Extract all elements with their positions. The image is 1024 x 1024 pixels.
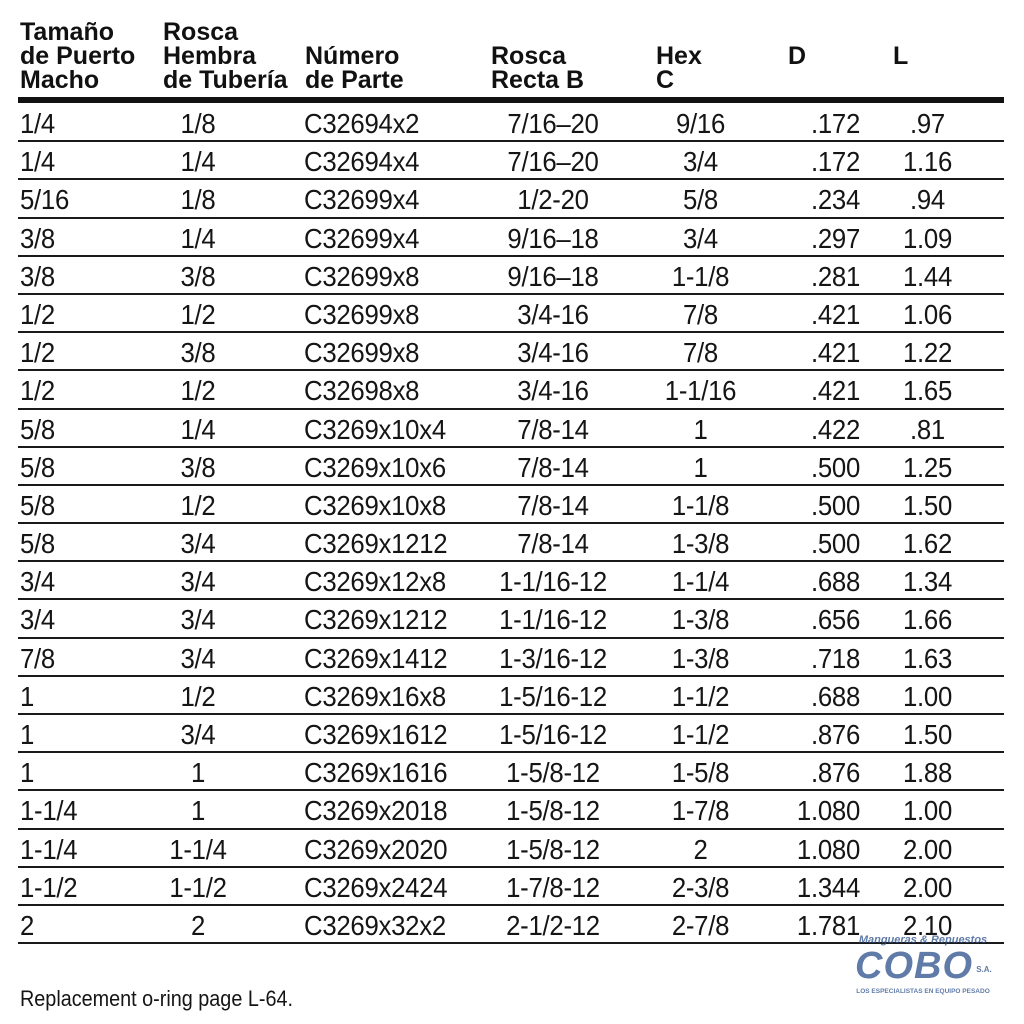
cell-port-size: 1-1/4 — [20, 833, 78, 865]
cell-dim-l: 1.22 — [902, 337, 953, 369]
cell-dim-d: .421 — [810, 337, 860, 369]
cell-port-size: 1/4 — [20, 146, 55, 178]
cell-dim-l: 1.06 — [902, 298, 953, 330]
cell-female-pipe-thread: 1/2 — [180, 375, 216, 407]
table-row — [18, 715, 1004, 753]
cell-hex-c: 1-7/8 — [671, 795, 730, 827]
cell-port-size: 5/16 — [20, 184, 70, 216]
cell-dim-d: .500 — [810, 528, 860, 560]
cell-female-pipe-thread: 3/8 — [180, 260, 216, 292]
table-row — [18, 410, 1004, 448]
table-row — [18, 639, 1004, 677]
cell-port-size: 1/2 — [20, 337, 55, 369]
cell-dim-l: 1.25 — [902, 451, 953, 483]
cell-female-pipe-thread: 1 — [190, 757, 206, 789]
cell-female-pipe-thread: 1 — [190, 795, 206, 827]
header-rosca-hembra: Rosca Hembra de Tubería — [163, 18, 288, 94]
cell-port-size: 2 — [20, 909, 35, 941]
table-row — [18, 142, 1004, 180]
cell-dim-d: .718 — [810, 642, 860, 674]
table-row — [18, 104, 1004, 142]
table-row — [18, 868, 1004, 906]
footnote: Replacement o-ring page L-64. — [20, 986, 293, 1011]
cell-part-number: C3269x10x6 — [304, 451, 446, 483]
cell-dim-d: .876 — [810, 757, 860, 789]
table-row — [18, 257, 1004, 295]
cell-part-number: C3269x1612 — [304, 719, 448, 750]
cell-part-number: C3269x2018 — [304, 795, 448, 827]
cell-straight-thread-b: 7/8-14 — [517, 489, 589, 521]
cell-dim-d: 1.080 — [796, 833, 860, 865]
table-row — [18, 180, 1004, 218]
cell-hex-c: 1-1/4 — [671, 566, 730, 598]
cell-straight-thread-b: 1-3/16-12 — [499, 642, 607, 674]
cell-hex-c: 1 — [693, 451, 708, 483]
cell-straight-thread-b: 1-5/8-12 — [506, 757, 600, 789]
cell-hex-c: 1-1/8 — [671, 260, 730, 292]
cell-female-pipe-thread: 1/4 — [180, 413, 216, 445]
table-body — [0, 104, 1024, 944]
cell-part-number: C3269x1212 — [304, 604, 448, 636]
cell-straight-thread-b: 3/4-16 — [517, 375, 589, 407]
cell-hex-c: 1-1/16 — [664, 375, 737, 407]
cell-part-number: C3269x16x8 — [304, 680, 446, 712]
table-row — [18, 791, 1004, 829]
cell-part-number: C32699x8 — [304, 337, 420, 369]
cell-dim-l: 1.65 — [902, 375, 953, 407]
cell-hex-c: 2 — [693, 833, 708, 865]
cell-port-size: 3/8 — [20, 222, 55, 254]
cell-hex-c: 2-7/8 — [671, 909, 730, 941]
header-hex-c: Hex C — [656, 42, 702, 94]
cell-straight-thread-b: 2-1/2-12 — [506, 909, 600, 941]
logo-tagline: LOS ESPECIALISTAS EN EQUIPO PESADO — [856, 988, 990, 995]
header-tamano-puerto-macho: Tamaño de Puerto Macho — [20, 18, 136, 94]
cell-port-size: 1-1/4 — [20, 795, 78, 827]
cell-dim-d: .234 — [810, 184, 860, 216]
cell-straight-thread-b: 7/8-14 — [517, 451, 589, 483]
cell-port-size: 3/8 — [20, 260, 55, 292]
cell-dim-d: .656 — [810, 604, 860, 636]
cell-port-size: 1/4 — [20, 108, 55, 139]
cell-female-pipe-thread: 1/8 — [180, 184, 216, 216]
table-row — [18, 219, 1004, 257]
cell-part-number: C32699x8 — [304, 298, 420, 330]
cell-female-pipe-thread: 3/4 — [180, 528, 216, 560]
table-row — [18, 600, 1004, 638]
company-logo-watermark — [848, 932, 998, 1002]
cell-part-number: C3269x32x2 — [304, 909, 446, 941]
table-row — [18, 830, 1004, 868]
cell-straight-thread-b: 7/8-14 — [517, 413, 589, 445]
cell-dim-l: 1.16 — [902, 146, 953, 178]
cell-port-size: 1 — [20, 680, 35, 712]
cell-part-number: C3269x12x8 — [304, 566, 446, 598]
cell-dim-d: .688 — [810, 566, 860, 598]
table-row — [18, 333, 1004, 371]
cell-part-number: C3269x10x4 — [304, 413, 446, 445]
cell-hex-c: 3/4 — [683, 146, 718, 178]
table-row — [18, 753, 1004, 791]
cell-dim-d: 1.344 — [796, 871, 860, 903]
cell-part-number: C32699x8 — [304, 260, 420, 292]
cell-part-number: C3269x2424 — [304, 871, 448, 903]
cell-hex-c: 2-3/8 — [671, 871, 730, 903]
logo-brand: COBO — [855, 945, 973, 987]
cell-part-number: C32699x4 — [304, 222, 420, 254]
cell-female-pipe-thread: 1/8 — [180, 108, 216, 139]
cell-female-pipe-thread: 3/4 — [180, 719, 216, 750]
cell-dim-l: 1.50 — [902, 719, 953, 750]
cell-port-size: 3/4 — [20, 604, 55, 636]
cell-dim-d: .422 — [810, 413, 860, 445]
cell-straight-thread-b: 9/16–18 — [507, 222, 599, 254]
table-row — [18, 677, 1004, 715]
cell-dim-d: .421 — [810, 298, 860, 330]
cell-straight-thread-b: 1-7/8-12 — [506, 871, 600, 903]
cell-part-number: C32699x4 — [304, 184, 420, 216]
cell-dim-d: .421 — [810, 375, 860, 407]
cell-dim-d: .281 — [810, 260, 860, 292]
cell-straight-thread-b: 1/2-20 — [517, 184, 589, 216]
table-row — [18, 448, 1004, 486]
cell-straight-thread-b: 9/16–18 — [507, 260, 599, 292]
cell-port-size: 5/8 — [20, 451, 55, 483]
cell-dim-l: 1.44 — [902, 260, 953, 292]
cell-straight-thread-b: 1-1/16-12 — [499, 604, 607, 636]
cell-dim-d: .500 — [810, 489, 860, 521]
cell-hex-c: 1-3/8 — [671, 528, 730, 560]
cell-hex-c: 5/8 — [683, 184, 718, 216]
cell-part-number: C3269x10x8 — [304, 489, 446, 521]
cell-dim-l: 1.62 — [902, 528, 953, 560]
cell-port-size: 1/2 — [20, 375, 55, 407]
cell-female-pipe-thread: 2 — [190, 909, 206, 941]
cell-port-size: 3/4 — [20, 566, 55, 598]
cell-dim-l: 1.09 — [902, 222, 953, 254]
cell-port-size: 1-1/2 — [20, 871, 78, 903]
cell-hex-c: 7/8 — [683, 337, 718, 369]
table-row — [18, 562, 1004, 600]
cell-port-size: 1 — [20, 719, 35, 750]
header-d: D — [788, 42, 807, 70]
cell-straight-thread-b: 1-5/8-12 — [506, 833, 600, 865]
header-rule — [18, 97, 1004, 103]
cell-female-pipe-thread: 3/4 — [180, 566, 216, 598]
cell-female-pipe-thread: 3/4 — [180, 604, 216, 636]
cell-straight-thread-b: 1-5/16-12 — [499, 680, 607, 712]
cell-part-number: C3269x2020 — [304, 833, 448, 865]
cell-dim-l: 1.00 — [902, 795, 953, 827]
cell-female-pipe-thread: 1/4 — [180, 222, 216, 254]
cell-straight-thread-b: 7/8-14 — [517, 528, 589, 560]
cell-dim-l: 2.00 — [902, 871, 953, 903]
cell-part-number: C3269x1412 — [304, 642, 448, 674]
cell-port-size: 5/8 — [20, 528, 55, 560]
cell-hex-c: 1-3/8 — [671, 604, 730, 636]
cell-dim-l: 1.34 — [902, 566, 953, 598]
table-header — [0, 14, 1024, 96]
logo-top-text: Mangueras & Repuestos — [858, 934, 988, 946]
cell-part-number: C32698x8 — [304, 375, 420, 407]
cell-straight-thread-b: 7/16–20 — [507, 146, 599, 178]
cell-port-size: 5/8 — [20, 489, 55, 521]
cell-dim-l: 1.50 — [902, 489, 953, 521]
cell-dim-l: 1.88 — [902, 757, 953, 789]
cell-dim-l: .81 — [910, 413, 945, 445]
cell-female-pipe-thread: 1/2 — [180, 680, 216, 712]
cell-dim-l: 1.66 — [902, 604, 953, 636]
table-row — [18, 524, 1004, 562]
cell-straight-thread-b: 3/4-16 — [517, 298, 589, 330]
cell-port-size: 7/8 — [20, 642, 55, 674]
cell-female-pipe-thread: 3/4 — [180, 642, 216, 674]
cell-dim-l: 1.63 — [902, 642, 953, 674]
cell-dim-d: 1.080 — [796, 795, 860, 827]
cell-dim-l: 2.10 — [902, 909, 953, 941]
cell-dim-d: .172 — [810, 146, 860, 178]
cell-hex-c: 1-3/8 — [671, 642, 730, 674]
cell-hex-c: 1-1/2 — [671, 719, 730, 750]
cell-hex-c: 9/16 — [675, 108, 726, 139]
cell-port-size: 1 — [20, 757, 35, 789]
cell-dim-d: .500 — [810, 451, 860, 483]
cell-female-pipe-thread: 1/2 — [180, 298, 216, 330]
cell-straight-thread-b: 7/16–20 — [507, 108, 599, 139]
cell-female-pipe-thread: 1/4 — [180, 146, 216, 178]
cell-dim-l: 2.00 — [902, 833, 953, 865]
cell-part-number: C32694x2 — [304, 108, 420, 139]
table-row — [18, 295, 1004, 333]
cell-dim-d: .172 — [810, 108, 860, 139]
cell-hex-c: 1-1/2 — [671, 680, 730, 712]
cell-port-size: 5/8 — [20, 413, 55, 445]
cell-straight-thread-b: 1-1/16-12 — [499, 566, 607, 598]
cell-part-number: C3269x1616 — [304, 757, 448, 789]
cell-dim-d: .876 — [810, 719, 860, 750]
cell-female-pipe-thread: 1/2 — [180, 489, 216, 521]
cell-dim-l: .94 — [910, 184, 945, 216]
cell-dim-d: .297 — [810, 222, 860, 254]
cell-dim-d: 1.781 — [796, 909, 860, 941]
header-numero-de-parte: Número de Parte — [305, 42, 404, 94]
cell-straight-thread-b: 1-5/8-12 — [506, 795, 600, 827]
cell-part-number: C3269x1212 — [304, 528, 448, 560]
cell-female-pipe-thread: 1-1/4 — [169, 833, 227, 865]
cell-female-pipe-thread: 3/8 — [180, 451, 216, 483]
table-row — [18, 486, 1004, 524]
cell-straight-thread-b: 1-5/16-12 — [499, 719, 607, 750]
header-l: L — [893, 42, 909, 70]
cell-dim-l: 1.00 — [902, 680, 953, 712]
cell-female-pipe-thread: 3/8 — [180, 337, 216, 369]
cell-dim-l: .97 — [910, 108, 945, 139]
cell-hex-c: 7/8 — [683, 298, 718, 330]
table-row — [18, 371, 1004, 409]
cell-hex-c: 1-1/8 — [671, 489, 730, 521]
cell-part-number: C32694x4 — [304, 146, 420, 178]
logo-suffix: S.A. — [976, 965, 992, 974]
header-rosca-recta-b: Rosca Recta B — [491, 42, 585, 94]
cell-hex-c: 3/4 — [683, 222, 718, 254]
cell-straight-thread-b: 3/4-16 — [517, 337, 589, 369]
cell-hex-c: 1 — [693, 413, 708, 445]
cell-female-pipe-thread: 1-1/2 — [169, 871, 227, 903]
cell-port-size: 1/2 — [20, 298, 55, 330]
cell-hex-c: 1-5/8 — [671, 757, 730, 789]
cell-dim-d: .688 — [810, 680, 860, 712]
